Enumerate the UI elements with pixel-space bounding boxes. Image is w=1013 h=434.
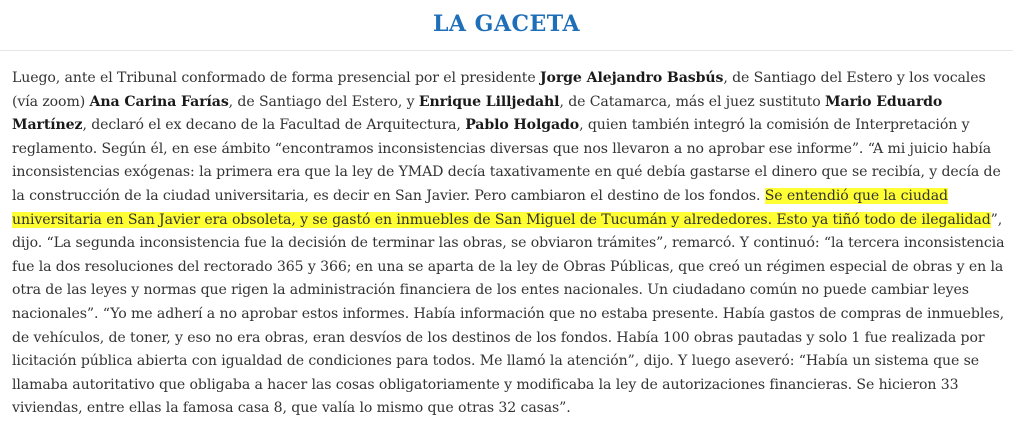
text-segment: , de Santiago del Estero, y	[228, 93, 419, 110]
person-name: Pablo Holgado	[465, 117, 580, 134]
person-name: Jorge Alejandro Basbús	[539, 70, 724, 86]
text-segment: , quien también integró la comisión de Interpretación y reglamento. Según él, en ese ámbito “encontramos inconsistencias diversas que nos llevaron a no aprobar ese informe”. “A mi juicio había inconsistencias exógenas: la primera era que la ley de YMAD decía taxativamente en qué debía gastarse el dinero que se recibía, y decía de la construcción de la ciudad universitaria, es decir en San Javier. Pero cambiaron el destino de los fondos.	[12, 117, 1001, 204]
text-segment: , declaró el ex decano de la Facultad de Arquitectura,	[82, 117, 466, 134]
person-name: Enrique Lilljedahl	[418, 93, 560, 110]
highlighted-text: Se entendió que la ciudad universitaria en San Javier era obsoleta, y se gastó en inmuebles de San Miguel de Tucumán y alrededores. Esto ya tiñó todo de ilegalidad	[12, 187, 991, 228]
text-segment: , de Santiago del Estero y los vocales (vía zoom)	[12, 70, 986, 110]
masthead	[0, 0, 1013, 51]
text-segment: ”, dijo. “La segunda inconsistencia fue la decisión de terminar las obras, se obviaron trámites”, remarcó. Y continuó: “la tercera inconsistencia fue la dos resoluciones del rectorado 365 y 366; en una se aparta de la ley de Obras Públicas, que creó un régimen especial de obras y en la otra de las leyes y normas que rigen la administración financiera de los entes nacionales. Un ciudadano común no puede cambiar leyes nacionales”. “Yo me adherí a no aprobar estos informes. Había información que no estaba presente. Había gastos de compras de inmuebles, de vehículos, de toner, y eso no era obras, eran desvíos de los destinos de los fondos. Había 100 obras pautadas y solo 1 fue realizada por licitación pública abierta con igualdad de condiciones para todos. Me llamó la atención”, dijo. Y luego aseveró: “Había un sistema que se llamaba autoritativo que obligaba a hacer las cosas obligatoriamente y modificaba la ley de autorizaciones financieras. Se hicieron 33 viviendas, entre ellas la famosa casa 8, que valía lo mismo que otras 32 casas”.	[12, 211, 1005, 417]
text-segment: , de Catamarca, más el juez sustituto	[559, 93, 826, 110]
text-segment: Luego, ante el Tribunal conformado de forma presencial por el presidente	[12, 70, 540, 86]
article-paragraph	[12, 67, 1007, 421]
person-name: Mario Eduardo Martínez	[12, 93, 943, 134]
person-name: Ana Carina Farías	[89, 93, 229, 110]
site-logo[interactable]: LA GACETA	[432, 11, 581, 37]
